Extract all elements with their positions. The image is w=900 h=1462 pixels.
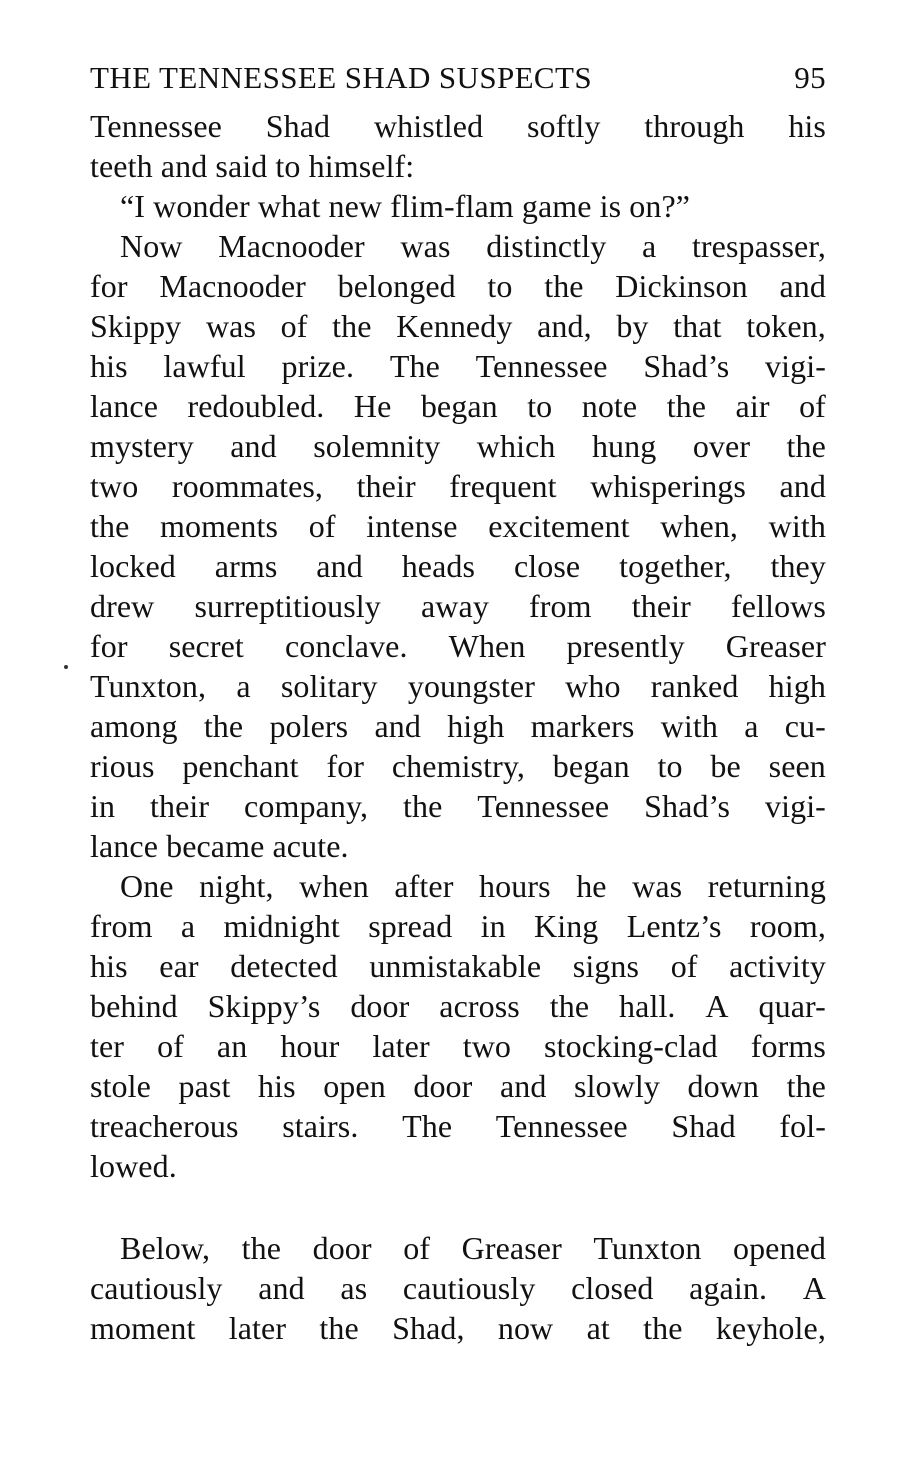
word: heads — [401, 548, 476, 584]
text-line — [90, 866, 826, 906]
word: King — [534, 908, 599, 944]
word: their — [631, 588, 691, 624]
page-number: 95 — [794, 60, 826, 95]
word: lance — [90, 388, 158, 424]
section-gap — [90, 1186, 826, 1228]
word: was — [400, 228, 451, 264]
text-line — [90, 426, 826, 466]
word: to — [487, 268, 513, 304]
word: Shad — [265, 108, 331, 144]
word: Shad — [671, 1108, 736, 1144]
text-line — [90, 1026, 826, 1066]
word: a — [180, 908, 196, 944]
word: Skippy’s — [207, 988, 321, 1024]
word: He — [353, 388, 392, 424]
word: slowly — [574, 1068, 660, 1104]
book-page — [90, 58, 826, 1348]
word: room, — [749, 908, 826, 944]
word: in — [90, 788, 116, 824]
word: again. — [689, 1270, 768, 1306]
word: keyhole, — [715, 1310, 826, 1346]
word: the — [90, 508, 130, 544]
paragraph — [90, 226, 826, 866]
word: fol- — [779, 1108, 826, 1144]
word: Skippy — [90, 308, 182, 344]
word: of — [403, 1230, 431, 1266]
word: hall. — [619, 988, 676, 1024]
word: A — [705, 988, 729, 1024]
word: note — [581, 388, 638, 424]
word: Shad’s — [644, 788, 731, 824]
text-line — [90, 1066, 826, 1106]
word: lance became acute. — [90, 828, 349, 864]
word: The — [389, 348, 440, 384]
text-line — [90, 986, 826, 1026]
word: A — [802, 1270, 826, 1306]
word: Lentz’s — [626, 908, 722, 944]
text-line — [90, 346, 826, 386]
text-line — [90, 186, 826, 226]
word: drew — [90, 588, 155, 624]
word: that — [673, 308, 722, 344]
word: whisperings — [590, 468, 746, 504]
word: a — [744, 708, 759, 744]
word: seen — [768, 748, 826, 784]
word: solemnity — [313, 428, 441, 464]
word: vigi- — [765, 788, 826, 824]
text-line — [90, 386, 826, 426]
word: air — [735, 388, 770, 424]
word: they — [770, 548, 826, 584]
word: the — [319, 1310, 359, 1346]
paragraph — [90, 186, 826, 226]
word: markers — [530, 708, 635, 744]
word: Dickinson — [615, 268, 748, 304]
word: began — [552, 748, 630, 784]
word: and — [316, 548, 363, 584]
text-line — [90, 786, 826, 826]
word: from — [529, 588, 592, 624]
word: door — [350, 988, 410, 1024]
word: cautiously — [90, 1270, 223, 1306]
word: forms — [750, 1028, 826, 1064]
text-line — [90, 306, 826, 346]
word: which — [476, 428, 556, 464]
word: surreptitiously — [194, 588, 381, 624]
word: was — [632, 868, 683, 904]
word: with — [660, 708, 718, 744]
word: two — [462, 1028, 512, 1064]
word: across — [439, 988, 520, 1024]
word: hung — [591, 428, 657, 464]
word: his — [90, 348, 128, 384]
word: the — [643, 1310, 683, 1346]
word: down — [687, 1068, 760, 1104]
word: the — [786, 1068, 826, 1104]
running-header — [90, 58, 826, 98]
word: to — [657, 748, 683, 784]
word: chemistry, — [391, 748, 525, 784]
text-line — [90, 706, 826, 746]
word: activity — [729, 948, 826, 984]
word: detected — [230, 948, 338, 984]
text-line — [90, 906, 826, 946]
word: he — [576, 868, 607, 904]
word: stocking-clad — [544, 1028, 718, 1064]
word: mystery — [90, 428, 194, 464]
word: excitement — [488, 508, 630, 544]
word: unmistakable — [369, 948, 542, 984]
word: be — [710, 748, 741, 784]
word: when, — [660, 508, 739, 544]
word: his — [257, 1068, 296, 1104]
word: ter — [90, 1028, 125, 1064]
body-text — [90, 106, 826, 1348]
word: arms — [214, 548, 278, 584]
word: intense — [366, 508, 458, 544]
word: treacherous — [90, 1108, 239, 1144]
stray-ink-dot — [64, 665, 68, 669]
word: was — [205, 308, 257, 344]
word: the — [549, 988, 590, 1024]
word: his — [788, 108, 826, 144]
word: signs — [572, 948, 640, 984]
word: The — [402, 1108, 453, 1144]
word: rious — [90, 748, 155, 784]
word: quar- — [758, 988, 826, 1024]
word: open — [323, 1068, 386, 1104]
word: the — [332, 308, 372, 344]
word: Now — [120, 228, 183, 264]
word: and, — [537, 308, 592, 344]
word: Macnooder — [159, 268, 306, 304]
word: from — [90, 908, 153, 944]
word: past — [178, 1068, 231, 1104]
word: “I wonder what new flim-flam game is on?” — [120, 188, 691, 224]
word: a — [236, 668, 251, 704]
word: Kennedy — [396, 308, 513, 344]
word: as — [340, 1270, 368, 1306]
word: redoubled. — [187, 388, 325, 424]
text-line — [90, 266, 826, 306]
word: token, — [746, 308, 826, 344]
text-line — [90, 626, 826, 666]
word: over — [692, 428, 751, 464]
text-line — [90, 586, 826, 626]
word: high — [447, 708, 505, 744]
text-line — [90, 106, 826, 146]
word: One — [120, 868, 174, 904]
word: Tennessee — [477, 788, 610, 824]
word: for — [326, 748, 365, 784]
word: to — [527, 388, 553, 424]
word: Shad’s — [643, 348, 730, 384]
word: when — [299, 868, 369, 904]
word: hours — [479, 868, 551, 904]
word: for — [90, 268, 128, 304]
word: vigi- — [765, 348, 826, 384]
word: conclave. — [284, 628, 408, 664]
word: opened — [732, 1230, 826, 1266]
word: frequent — [449, 468, 557, 504]
word: the — [241, 1230, 282, 1266]
word: belonged — [337, 268, 456, 304]
text-line — [90, 946, 826, 986]
word: Tunxton — [593, 1230, 702, 1266]
word: stole — [90, 1068, 151, 1104]
word: spread — [368, 908, 453, 944]
word: the — [786, 428, 826, 464]
paragraph — [90, 106, 826, 186]
word: solitary — [280, 668, 378, 704]
word: after — [394, 868, 454, 904]
word: cu- — [784, 708, 826, 744]
word: cautiously — [402, 1270, 536, 1306]
word: later — [228, 1310, 287, 1346]
word: youngster — [407, 668, 535, 704]
text-line — [90, 1308, 826, 1348]
word: Below, — [120, 1230, 211, 1266]
word: of — [799, 388, 826, 424]
word: Macnooder — [218, 228, 365, 264]
word: hour — [280, 1028, 340, 1064]
word: of — [308, 508, 336, 544]
word: in — [480, 908, 506, 944]
word: and — [779, 468, 826, 504]
paragraph — [90, 1228, 826, 1348]
word: two — [90, 468, 139, 504]
word: with — [768, 508, 826, 544]
word: returning — [707, 868, 826, 904]
word: secret — [168, 628, 244, 664]
text-line — [90, 226, 826, 266]
word: who — [565, 668, 621, 704]
word: and — [258, 1270, 305, 1306]
word: presently — [566, 628, 685, 664]
text-line — [90, 146, 826, 186]
word: moment — [90, 1310, 196, 1346]
word: night, — [199, 868, 274, 904]
word: and — [230, 428, 277, 464]
word: softly — [526, 108, 601, 144]
word: stairs. — [282, 1108, 359, 1144]
word: their — [356, 468, 416, 504]
word: the — [402, 788, 443, 824]
word: and — [499, 1068, 547, 1104]
word: midnight — [223, 908, 340, 944]
word: Shad, — [392, 1310, 465, 1346]
word: away — [421, 588, 489, 624]
word: fellows — [731, 588, 826, 624]
word: high — [768, 668, 826, 704]
running-title: THE TENNESSEE SHAD SUSPECTS — [90, 60, 592, 95]
word: of — [670, 948, 698, 984]
word: the — [544, 268, 584, 304]
word: of — [280, 308, 308, 344]
text-line — [90, 746, 826, 786]
word: Tunxton, — [90, 668, 207, 704]
word: for — [90, 628, 128, 664]
word: began — [420, 388, 498, 424]
word: the — [666, 388, 707, 424]
word: door — [413, 1068, 473, 1104]
word: moments — [160, 508, 279, 544]
word: an — [216, 1028, 248, 1064]
word: whistled — [373, 108, 484, 144]
word: roommates, — [171, 468, 324, 504]
word: prize. — [281, 348, 355, 384]
word: Tennessee — [495, 1108, 628, 1144]
word: Greaser — [461, 1230, 562, 1266]
word: his — [90, 948, 128, 984]
word: later — [372, 1028, 430, 1064]
text-line — [90, 1268, 826, 1308]
word: behind — [90, 988, 178, 1024]
word: of — [157, 1028, 184, 1064]
word: ear — [159, 948, 199, 984]
text-line — [90, 1106, 826, 1146]
word: at — [586, 1310, 610, 1346]
word: through — [644, 108, 745, 144]
word: Tennessee — [475, 348, 608, 384]
word: closed — [571, 1270, 654, 1306]
word: Tennessee — [90, 108, 222, 144]
word: When — [448, 628, 526, 664]
paragraph — [90, 866, 826, 1186]
text-line — [90, 506, 826, 546]
word: lawful — [163, 348, 246, 384]
word: and — [374, 708, 421, 744]
word: the — [203, 708, 244, 744]
word: penchant — [182, 748, 299, 784]
word: Greaser — [725, 628, 826, 664]
word: trespasser, — [691, 228, 826, 264]
text-line — [90, 826, 826, 866]
word: company, — [244, 788, 369, 824]
word: a — [641, 228, 657, 264]
word: and — [779, 268, 826, 304]
word: now — [497, 1310, 554, 1346]
word: polers — [269, 708, 349, 744]
word: teeth and said to himself: — [90, 148, 415, 184]
word: close — [513, 548, 581, 584]
text-line — [90, 1228, 826, 1268]
word: by — [616, 308, 649, 344]
text-line — [90, 666, 826, 706]
word: door — [312, 1230, 372, 1266]
text-line — [90, 1146, 826, 1186]
word: distinctly — [486, 228, 607, 264]
word: among — [90, 708, 178, 744]
word: ranked — [650, 668, 739, 704]
text-line — [90, 546, 826, 586]
text-line — [90, 466, 826, 506]
word: their — [150, 788, 210, 824]
word: locked — [90, 548, 176, 584]
word: together, — [619, 548, 732, 584]
word: lowed. — [90, 1148, 177, 1184]
